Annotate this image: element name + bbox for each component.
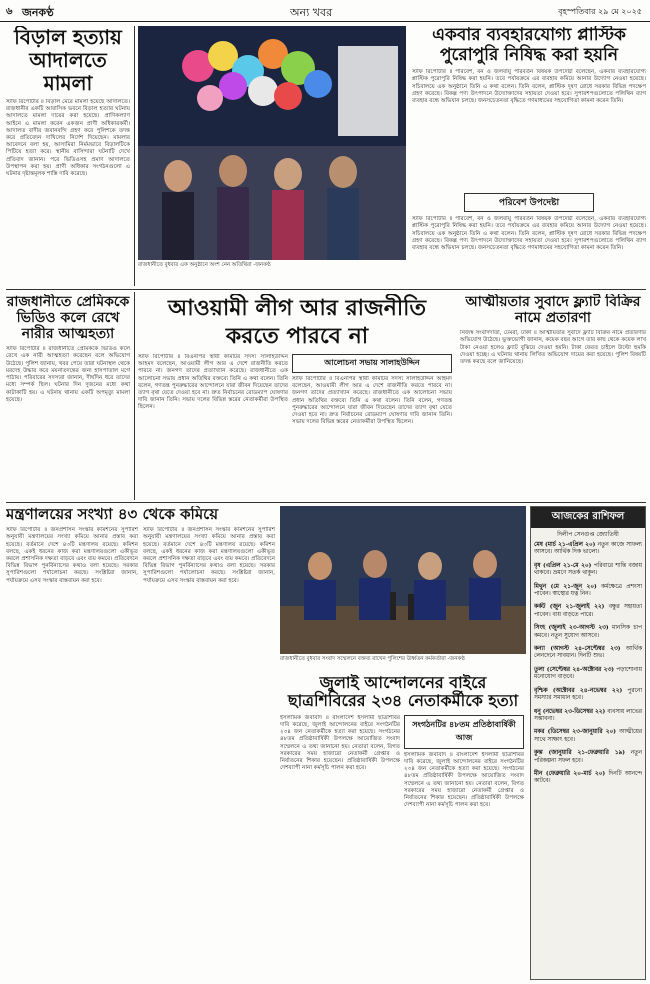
article-body-cont: স্টাফ রিপোর্টার ॥ জনপ্রশাসন সংস্কার কমিশনের সুপারিশ অনুযায়ী মন্ত্রণালয়ের সংখ্যা কমিয়ে আনার প্রস্তাব করা হয়েছে। বর্তমানে দেশে ৪৩টি মন্ত্রণালয় রয়েছে। কমিশন বলছে, একই ধরনের কাজ করা মন্ত্রণালয়গুলো একীভূত করলে প্রশাসনিক দক্ষতা বাড়বে এবং ব্যয় কমবে। প্রতিবেদনে বিভিন্ন বিভাগ পুনর্বিন্যাসের কথাও বলা হয়েছে। সরকার সুপারিশগুলো পর্যালোচনা করছে। সংশ্লিষ্টরা জানান, পর্যায়ক্রমে এসব সংস্কার বাস্তবায়ন করা হবে। [143,527,275,584]
horoscope-sign: তুলা (সেপ্টেম্বর ২৪-অক্টোবর ২৩) [534,666,614,673]
horoscope-sign: মীন (ফেব্রুয়ারি ২০-মার্চ ২০) [534,770,606,777]
horoscope-sign: সিংহ (জুলাই ২৩-আগস্ট ২৩) [534,625,609,632]
article-body-cont: ইসলামিক জবাবদি ॥ বাংলাদেশ ইসলামী ছাত্রশিবির দাবি করেছে, জুলাই আন্দোলনের বাইরে সংগঠনটির ২৩৪ জন নেতাকর্মীকে হত্যা করা হয়েছে। সংগঠনের ৪৮তম প্রতিষ্ঠাবার্ষিকী উপলক্ষে আয়োজিত সংবাদ সম্মেলনে এ তথ্য জানানো হয়। নেতারা বলেন, বিগত সরকারের সময় হাজারো নেতাকর্মী গ্রেপ্তার ও নির্যাতনের শিকার হয়েছেন। প্রতিষ্ঠাবার্ষিকী উপলক্ষে দেশব্যাপী নানা কর্মসূচি পালন করা হবে। [404,751,524,809]
horoscope-entry [534,771,642,786]
horoscope-text: আর্থিক লেনদেনে সাবধান। দিনটি শুভ। [534,646,642,660]
page-header [0,0,650,22]
horoscope-box [530,506,646,980]
sub-heading: পরিবেশ উপদেষ্টা [464,193,594,212]
horoscope-text: পুরনো সমস্যার সমাধান হবে। [534,687,642,702]
horoscope-entry [534,584,642,599]
horoscope-subtitle: দিলীপ সেনগুপ্ত জ্যোতিষী [557,531,619,538]
headline: রাজধানীতে প্রেমিককে ভিডিও কলে রেখে নারীর আত্মহত্যা [6,294,130,343]
article-ministry [6,506,276,982]
article-body: স্টাফ রিপোর্টার ॥ পরিবেশ, বন ও জলবায়ু পরিবর্তন বিষয়ক উপদেষ্টা বলেছেন, একবার ব্যবহারযোগ্য প্লাস্টিক পুরোপুরি নিষিদ্ধ করা হয়নি। তবে পর্যায়ক্রমে এর ব্যবহার কমিয়ে আনার উদ্যোগ নেওয়া হয়েছে। সচিবালয়ে এক অনুষ্ঠানে তিনি এ কথা বলেন। তিনি বলেন, প্লাস্টিক দূষণ রোধে সরকার বিভিন্ন পদক্ষেপ গ্রহণ করেছে। বিকল্প পণ্য উৎপাদনে উদ্যোক্তাদের সহায়তা দেওয়া হবে। সুপারশপগুলোতে পলিথিন ব্যাগ ব্যবহার বন্ধে অভিযান চলছে। জনসচেতনতা বৃদ্ধিতে গণমাধ্যমের সহযোগিতা কামনা করেন তিনি। [412,69,646,104]
article-body: ইসলামিক জবাবদি ॥ বাংলাদেশ ইসলামী ছাত্রশিবির দাবি করেছে, জুলাই আন্দোলনের বাইরে সংগঠনটির ২৩৪ জন নেতাকর্মীকে হত্যা করা হয়েছে। সংগঠনের ৪৮তম প্রতিষ্ঠাবার্ষিকী উপলক্ষে আয়োজিত সংবাদ সম্মেলনে এ তথ্য জানানো হয়। নেতারা বলেন, বিগত সরকারের সময় হাজারো নেতাকর্মী গ্রেপ্তার ও নির্যাতনের শিকার হয়েছেন। প্রতিষ্ঠাবার্ষিকী উপলক্ষে দেশব্যাপী নানা কর্মসূচি পালন করা হবে। [280,714,400,772]
horoscope-sign: মকর (ডিসেম্বর ২৩-জানুয়ারি ২০) [534,729,617,736]
horoscope-text: আত্মীয়ের সাথে সাক্ষাৎ হবে। [534,729,642,743]
headline: মন্ত্রণালয়ের সংখ্যা ৪৩ থেকে কমিয়ে [6,506,219,523]
article-body: স্টাফ রিপোর্টার ॥ বিড়াল মেরে মামলা হয়েছে আদালতে। রাজধানীর একটি আবাসিক ভবনে বিড়াল হত্যার ঘটনায় আদালতে মামলা দায়ের করা হয়েছে। প্রাণিকল্যাণ আইনে এ মামলা করেন একজন প্রাণী অধিকারকর্মী। আদালত বাদীর জবানবন্দি গ্রহণ করে পুলিশকে তদন্ত করে প্রতিবেদন দাখিলের নির্দেশ দিয়েছেন। মামলার আবেদনে বলা হয়, আসামিরা নির্মমভাবে বিড়ালটিকে পিটিয়ে হত্যা করে। স্থানীয় বাসিন্দারা ঘটনাটি দেখে প্রতিবাদ জানান। পরে ভিডিওসহ প্রমাণ আদালতে উপস্থাপন করা হয়। প্রাণী অধিকার সংগঠনগুলো এ ঘটনার দৃষ্টান্তমূলক শাস্তি দাবি করেছে। [6,99,130,178]
horoscope-list [531,542,645,786]
horoscope-text: কর্মক্ষেত্রে প্রশংসা পাবেন। স্বাস্থ্যের যত্ন নিন। [534,583,643,598]
article-plastic [412,26,646,288]
horoscope-sign: ধনু (নভেম্বর ২৩-ডিসেম্বর ২২) [534,708,606,715]
horoscope-text: দিনটি আনন্দে কাটবে। [534,770,643,785]
horoscope-sign: কন্যা (আগস্ট ২৪-সেপ্টেম্বর ২৩) [534,646,621,653]
horoscope-text: ব্যবসায় লাভের সম্ভাবনা। [534,708,642,722]
article-body: নিজস্ব সংবাদদাতা, ঢেমরা, ঢাকা ॥ আত্মীয়তার সুবাদে ফ্ল্যাট বিক্রির নামে প্রতারণার অভিযোগ উঠেছে। ভুক্তভোগী জানান, কয়েক বছর আগে তার কাছ থেকে কয়েক লাখ টাকা নেওয়া হলেও ফ্ল্যাট বুঝিয়ে দেওয়া হয়নি। টাকা ফেরত চাইলে উল্টো হুমকি দেওয়া হচ্ছে। এ ঘটনায় থানায় লিখিত অভিযোগ দায়ের করা হয়েছে। পুলিশ বিষয়টি তদন্ত করছে বলে জানিয়েছে। [460,330,646,365]
issue-date: বৃহস্পতিবার ২৯ মে ২০২৫ [558,7,642,16]
horoscope-sign: বৃষ (এপ্রিল ২১-মে ২০) [534,562,592,569]
headline: একবার ব্যবহারযোগ্য প্লাস্টিক পুরোপুরি নিষিদ্ধ করা হয়নি [432,26,626,65]
photo-event [138,26,406,260]
masthead: জনকণ্ঠ [22,6,54,19]
horoscope-sign: কর্কট (জুন ২১-জুলাই ২২) [534,604,605,611]
article-july [280,674,526,982]
article-body: স্টাফ রিপোর্টার ॥ রাজধানীতে প্রেমিককে ভিডিও কলে রেখে এক নারী আত্মহত্যা করেছেন বলে অভিযোগ উঠেছে। পুলিশ জানায়, খবর পেয়ে তারা ঘটনাস্থল থেকে মরদেহ উদ্ধার করে ময়নাতদন্তের জন্য হাসপাতাল মর্গে পাঠায়। পরিবারের সদস্যরা জানান, দীর্ঘদিন ধরে তাদের মধ্যে সম্পর্ক ছিল। ঘটনার দিন দুজনের মধ্যে কথা কাটাকাটি হয়। এ ঘটনায় থানায় একটি অপমৃত্যু মামলা হয়েছে। [6,346,130,403]
horoscope-entry [534,625,642,640]
horoscope-entry [534,667,642,682]
horoscope-sign: মেষ (মার্চ ২১-এপ্রিল ২০) [534,542,596,548]
horoscope-text: নতুন পরিকল্পনা সফল হবে। [534,750,642,764]
horoscope-title: আজকের রাশিফল [531,507,645,528]
article-body: স্টাফ রিপোর্টার ॥ বিএনপির স্থায়ী কমিটির সদস্য সালাহউদ্দিন আহমদ বলেছেন, আওয়ামী লীগ আর এ দেশে রাজনীতি করতে পারবে না। জনগণ তাদের প্রত্যাখ্যান করেছে। রাজধানীতে এক আলোচনা সভায় প্রধান অতিথির বক্তব্যে তিনি এ কথা বলেন। তিনি বলেন, গণতন্ত্র পুনরুদ্ধারের আন্দোলনে যারা জীবন দিয়েছেন তাদের ত্যাগ বৃথা যেতে দেওয়া হবে না। দ্রুত নির্বাচনের রোডম্যাপ ঘোষণার দাবি জানান তিনি। সভায় দলের বিভিন্ন স্তরের নেতাকর্মীরা উপস্থিত ছিলেন। [138,354,288,411]
horoscope-entry [534,729,642,744]
horoscope-entry [534,709,642,724]
article-lover [6,294,130,500]
article-body-cont: স্টাফ রিপোর্টার ॥ পরিবেশ, বন ও জলবায়ু পরিবর্তন বিষয়ক উপদেষ্টা বলেছেন, একবার ব্যবহারযোগ্য প্লাস্টিক পুরোপুরি নিষিদ্ধ করা হয়নি। তবে পর্যায়ক্রমে এর ব্যবহার কমিয়ে আনার উদ্যোগ নেওয়া হয়েছে। সচিবালয়ে এক অনুষ্ঠানে তিনি এ কথা বলেন। তিনি বলেন, প্লাস্টিক দূষণ রোধে সরকার বিভিন্ন পদক্ষেপ গ্রহণ করেছে। বিকল্প পণ্য উৎপাদনে উদ্যোক্তাদের সহায়তা দেওয়া হবে। সুপারশপগুলোতে পলিথিন ব্যাগ ব্যবহার বন্ধে অভিযান চলছে। জনসচেতনতা বৃদ্ধিতে গণমাধ্যমের সহযোগিতা কামনা করেন তিনি। [412,216,646,251]
horoscope-entry [534,563,642,578]
balloons-image [138,26,406,260]
horoscope-text: পড়াশোনায় মনোযোগ বাড়বে। [534,666,642,681]
article-body-cont: স্টাফ রিপোর্টার ॥ বিএনপির স্থায়ী কমিটির সদস্য সালাহউদ্দিন আহমদ বলেছেন, আওয়ামী লীগ আর এ দেশে রাজনীতি করতে পারবে না। জনগণ তাদের প্রত্যাখ্যান করেছে। রাজধানীতে এক আলোচনা সভায় প্রধান অতিথির বক্তব্যে তিনি এ কথা বলেন। তিনি বলেন, গণতন্ত্র পুনরুদ্ধারের আন্দোলনে যারা জীবন দিয়েছেন তাদের ত্যাগ বৃথা যেতে দেওয়া হবে না। দ্রুত নির্বাচনের রোডম্যাপ ঘোষণার দাবি জানান তিনি। সভায় দলের বিভিন্ন স্তরের নেতাকর্মীরা উপস্থিত ছিলেন। [292,376,452,426]
headline: বিড়াল হত্যায় আদালতে মামলা [14,26,122,95]
sub-headline: আলোচনা সভায় সালাহউদ্দিন [292,354,452,373]
article-flat [460,294,646,500]
article-awami [138,294,456,500]
article-cat [6,26,130,288]
horoscope-text: নতুন কাজে সাফল্য আসবে। আর্থিক দিক ভালো। [534,542,642,556]
horoscope-text: পরিবারে শান্তি বজায় থাকবে। ভ্রমণে সতর্ক থাকুন। [534,562,642,577]
horoscope-sign: মিথুন (মে ২১-জুন ২০) [534,583,597,590]
horoscope-text: বন্ধুর সহায়তা পাবেন। ব্যয় বাড়তে পারে। [534,604,642,618]
headline: আত্মীয়তার সুবাদে ফ্ল্যাট বিক্রির নামে প্রতারণা [465,294,641,327]
headline: আওয়ামী লীগ আর রাজনীতি করতে পারবে না [168,295,426,349]
horoscope-entry [534,604,642,619]
photo-press-conference [280,506,526,654]
section-title: অন্য খবর [290,6,333,19]
horoscope-entry [534,646,642,661]
article-body: স্টাফ রিপোর্টার ॥ জনপ্রশাসন সংস্কার কমিশনের সুপারিশ অনুযায়ী মন্ত্রণালয়ের সংখ্যা কমিয়ে আনার প্রস্তাব করা হয়েছে। বর্তমানে দেশে ৪৩টি মন্ত্রণালয় রয়েছে। কমিশন বলছে, একই ধরনের কাজ করা মন্ত্রণালয়গুলো একীভূত করলে প্রশাসনিক দক্ষতা বাড়বে এবং ব্যয় কমবে। প্রতিবেদনে বিভিন্ন বিভাগ পুনর্বিন্যাসের কথাও বলা হয়েছে। সরকার সুপারিশগুলো পর্যালোচনা করছে। সংশ্লিষ্টরা জানান, পর্যায়ক্রমে এসব সংস্কার বাস্তবায়ন করা হবে। [6,527,138,584]
horoscope-text: মানসিক চাপ কমবে। নতুন সুযোগ আসবে। [534,625,642,639]
pullout: সংগঠনটির ৪৮তম প্রতিষ্ঠাবার্ষিকী আজ [404,715,524,749]
horoscope-entry [534,750,642,765]
horoscope-entry [534,688,642,703]
headline: জুলাই আন্দোলনের বাইরে ছাত্রশিবিরের ২৩৪ নেতাকর্মীকে হত্যা [287,674,519,711]
horoscope-entry [534,542,642,557]
photo-caption: রাজধানীতে বুধবার এক অনুষ্ঠানে অংশ নেন অতিথিরা -জনকণ্ঠ [138,262,271,268]
photo2-caption: রাজধানীতে বুধবার সংবাদ সম্মেলনে বক্তব্য রাখেন পুলিশের ঊর্ধ্বতন কর্মকর্তারা -জনকণ্ঠ [280,656,465,662]
press-image [280,506,526,654]
horoscope-sign: বৃশ্চিক (অক্টোবর ২৪-নভেম্বর ২২) [534,687,623,694]
page-number: ৬ [6,6,13,17]
horoscope-sign: কুম্ভ (জানুয়ারি ২১-ফেব্রুয়ারি ১৯) [534,750,625,757]
